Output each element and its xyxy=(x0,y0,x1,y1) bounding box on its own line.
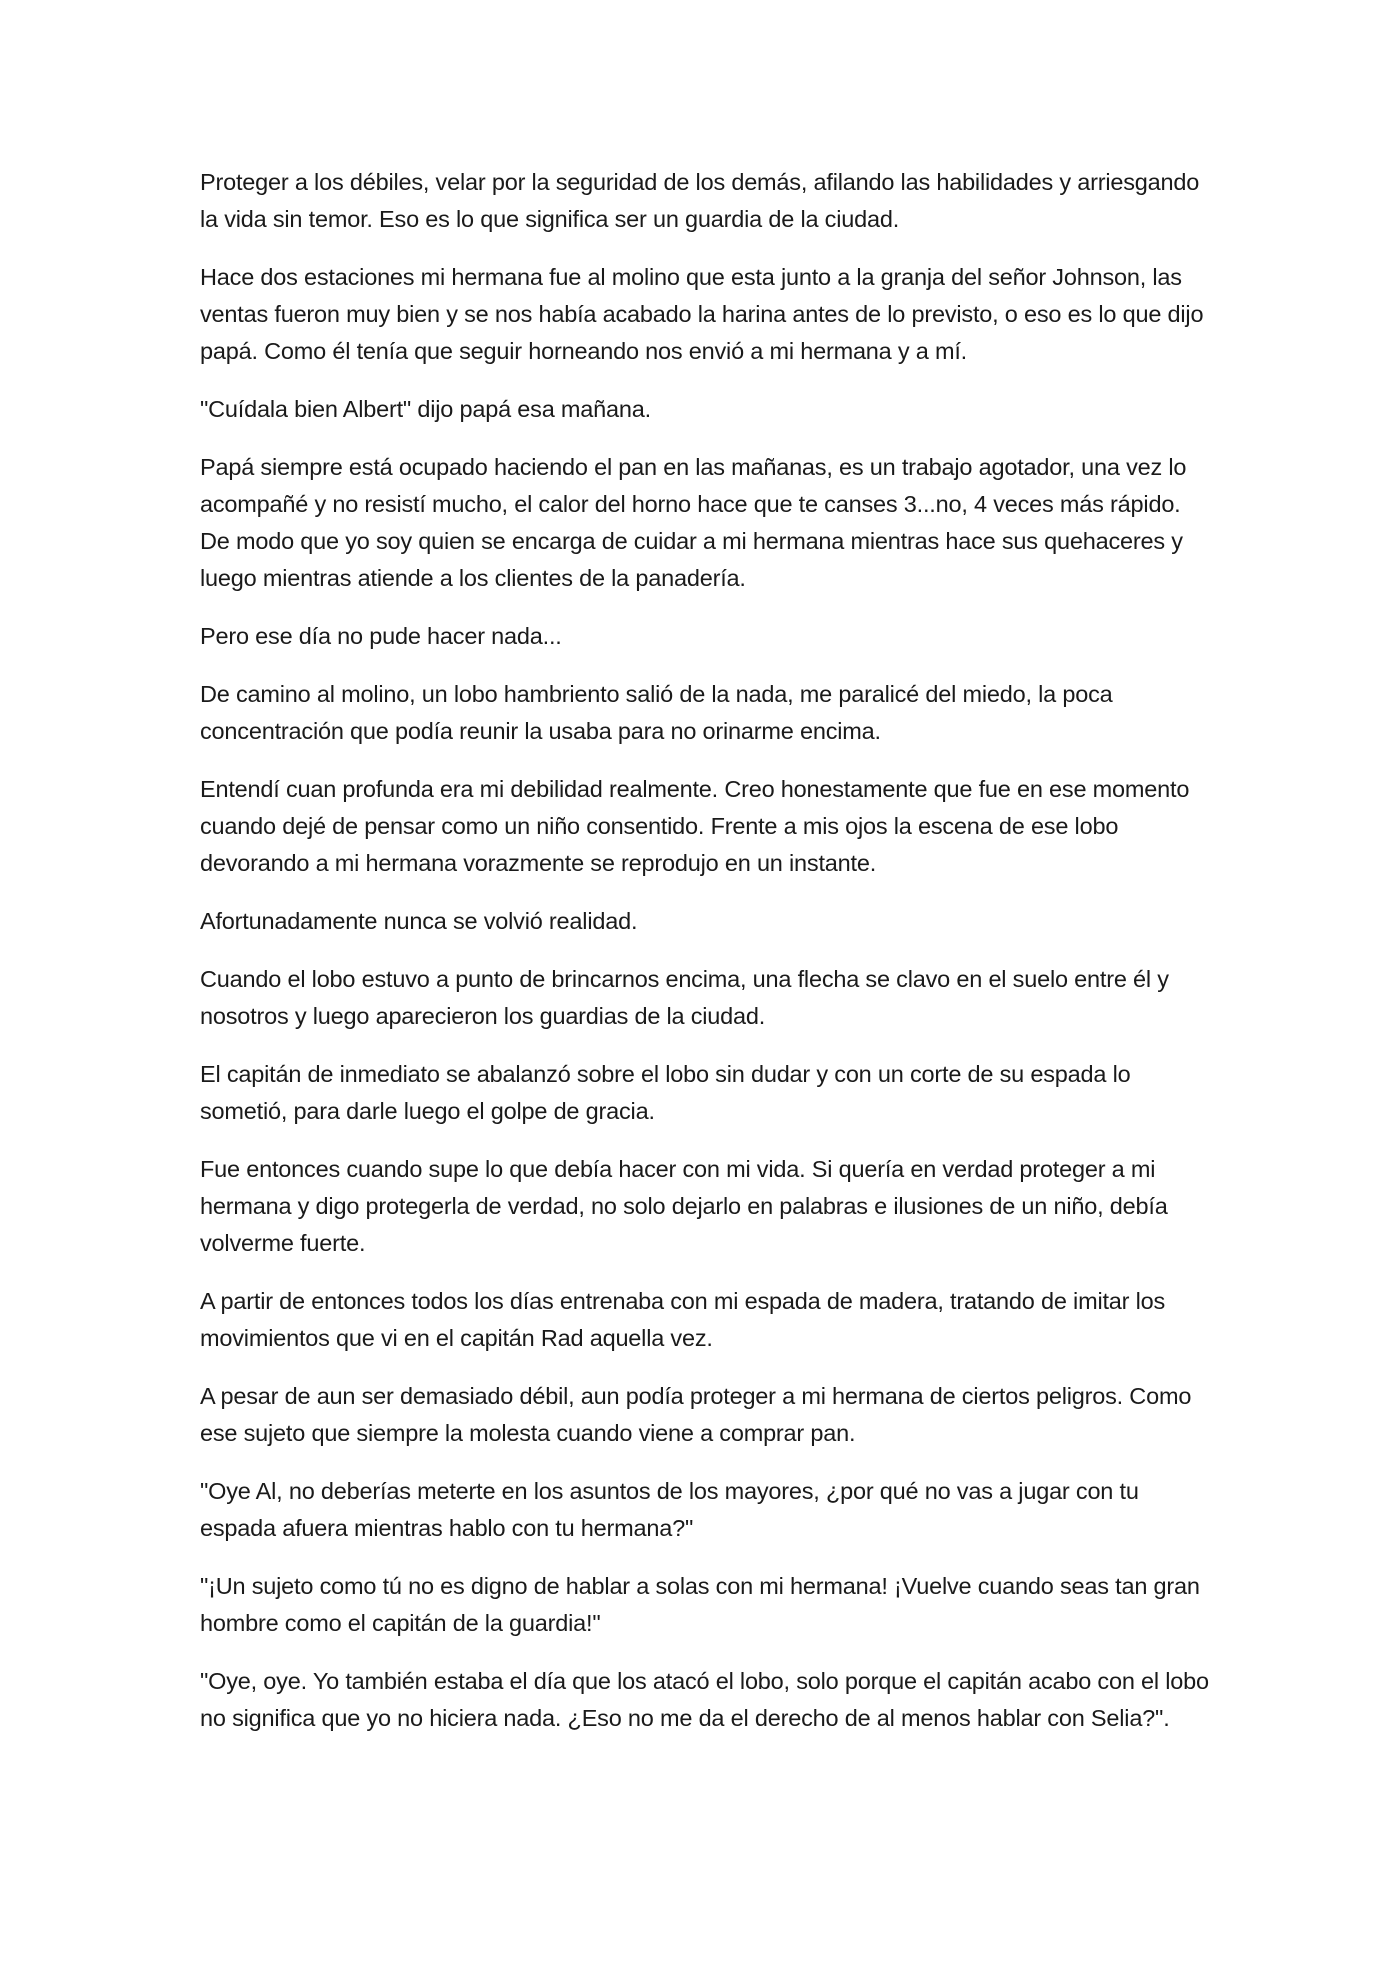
paragraph: "Oye Al, no deberías meterte en los asuntos de los mayores, ¿por qué no vas a jugar con tu espada afuera mientras hablo con tu hermana?" xyxy=(200,1478,1139,1541)
paragraph: Pero ese día no pude hacer nada... xyxy=(200,623,562,649)
paragraph: Hace dos estaciones mi hermana fue al molino que esta junto a la granja del señor Johnson, las ventas fueron muy bien y se nos había acabado la harina antes de lo previsto, o eso es lo que dijo papá. Como él tenía que seguir horneando nos envió a mi hermana y a mí. xyxy=(200,264,1204,364)
paragraph: "¡Un sujeto como tú no es digno de hablar a solas con mi hermana! ¡Vuelve cuando seas tan gran hombre como el capitán de la guardia!" xyxy=(200,1573,1200,1636)
paragraph: De camino al molino, un lobo hambriento salió de la nada, me paralicé del miedo, la poca concentración que podía reunir la usaba para no orinarme encima. xyxy=(200,681,1113,744)
paragraph: Papá siempre está ocupado haciendo el pan en las mañanas, es un trabajo agotador, una vez lo acompañé y no resistí mucho, el calor del horno hace que te canses 3...no, 4 veces más rápido. De modo que yo soy quien se encarga de cuidar a mi hermana mientras hace sus quehaceres y luego mientras atiende a los clientes de la panadería. xyxy=(200,454,1187,591)
paragraph: Fue entonces cuando supe lo que debía hacer con mi vida. Si quería en verdad proteger a mi hermana y digo protegerla de verdad, no solo dejarlo en palabras e ilusiones de un niño, debía volverme fuerte. xyxy=(200,1156,1168,1256)
paragraph: Entendí cuan profunda era mi debilidad realmente. Creo honestamente que fue en ese momento cuando dejé de pensar como un niño consentido. Frente a mis ojos la escena de ese lobo devorando a mi hermana vorazmente se reprodujo en un instante. xyxy=(200,776,1190,876)
paragraph: "Oye, oye. Yo también estaba el día que los atacó el lobo, solo porque el capitán acabo con el lobo no significa que yo no hiciera nada. ¿Eso no me da el derecho de al menos hablar con Selia?". xyxy=(200,1668,1209,1731)
paragraph: A partir de entonces todos los días entrenaba con mi espada de madera, tratando de imitar los movimientos que vi en el capitán Rad aquella vez. xyxy=(200,1288,1166,1351)
paragraph: Proteger a los débiles, velar por la seguridad de los demás, afilando las habilidades y arriesgando la vida sin temor. Eso es lo que significa ser un guardia de la ciudad. xyxy=(200,169,1200,232)
paragraph: Cuando el lobo estuvo a punto de brincarnos encima, una flecha se clavo en el suelo entre él y nosotros y luego aparecieron los guardias de la ciudad. xyxy=(200,966,1169,1029)
document-body xyxy=(200,164,1210,1758)
paragraph: El capitán de inmediato se abalanzó sobre el lobo sin dudar y con un corte de su espada lo sometió, para darle luego el golpe de gracia. xyxy=(200,1061,1131,1124)
paragraph: A pesar de aun ser demasiado débil, aun podía proteger a mi hermana de ciertos peligros. Como ese sujeto que siempre la molesta cuando viene a comprar pan. xyxy=(200,1383,1192,1446)
paragraph: Afortunadamente nunca se volvió realidad. xyxy=(200,908,638,934)
paragraph: "Cuídala bien Albert" dijo papá esa mañana. xyxy=(200,396,651,422)
